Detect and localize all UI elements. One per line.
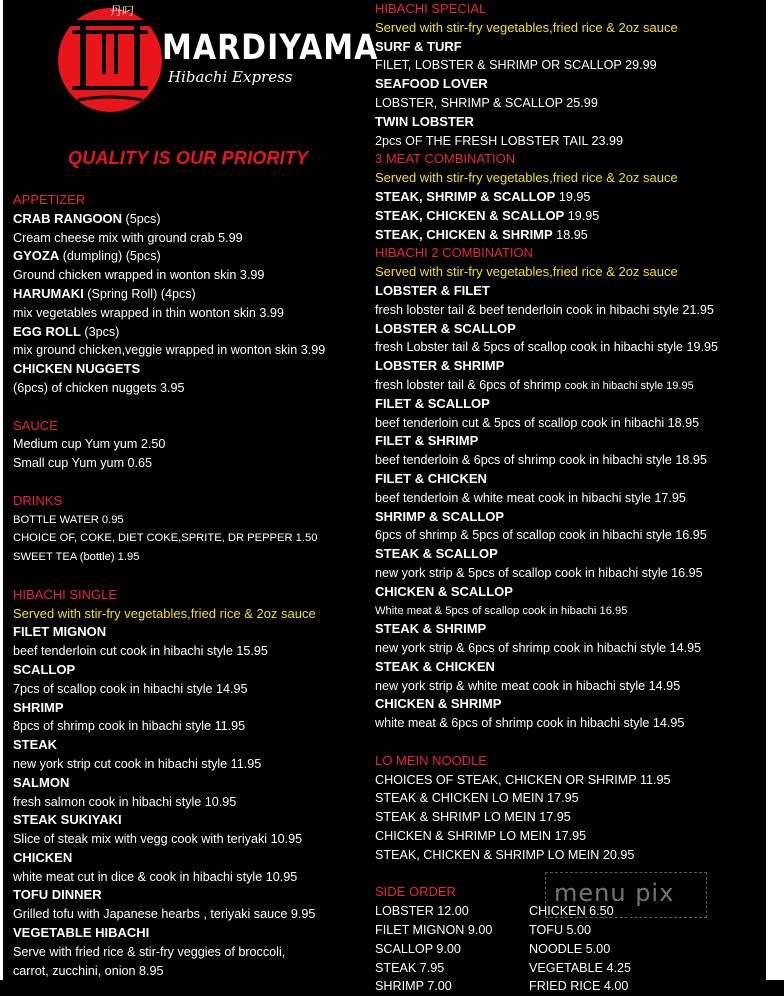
menu-item-harumaki bbox=[13, 285, 368, 304]
section-heading-lo-mein: LO MEIN NOODLE bbox=[375, 752, 487, 768]
item-name: CHICKEN & SHRIMP bbox=[375, 696, 502, 712]
item-description: 6pcs of shrimp & 5pcs of scallop cook in hibachi style 16.95 bbox=[375, 528, 707, 543]
item-name: GYOZA bbox=[13, 248, 60, 264]
item-name: LOBSTER & SCALLOP bbox=[375, 320, 516, 336]
item-name: STEAK, SHRIMP & SCALLOP bbox=[375, 188, 556, 204]
brand-kanji: 丹叼 bbox=[110, 4, 135, 18]
menu-item-crab-rangoon bbox=[13, 210, 368, 229]
item-name: STEAK & SHRIMP bbox=[375, 621, 487, 637]
item-name: HARUMAKI bbox=[13, 285, 84, 301]
spacer bbox=[13, 398, 368, 417]
side-order-row bbox=[375, 977, 765, 996]
item-description: Cream cheese mix with ground crab 5.99 bbox=[13, 230, 243, 245]
side-item-right: CHICKEN 6.50 bbox=[529, 904, 614, 919]
section-heading-side-order: SIDE ORDER bbox=[375, 884, 456, 900]
lo-mein-line: CHOICES OF STEAK, CHICKEN OR SHRIMP 11.95 bbox=[375, 772, 671, 787]
spacer bbox=[13, 567, 368, 586]
item-name: FILET & SHRIMP bbox=[375, 433, 479, 449]
left-column bbox=[13, 191, 368, 980]
watermark-text: menu pix bbox=[554, 879, 675, 907]
right-edge-border bbox=[766, 0, 784, 980]
side-item-left: STEAK 7.95 bbox=[375, 960, 445, 975]
spacer bbox=[13, 473, 368, 492]
menu-item-egg-roll bbox=[13, 323, 368, 342]
item-name: TWIN LOBSTER bbox=[375, 113, 474, 129]
menu-item-gyoza bbox=[13, 247, 368, 266]
item-description: White meat & 5pcs of scallop cook in hibachi 16.95 bbox=[375, 604, 628, 617]
item-description: beef tenderloin & 6pcs of shrimp cook in hibachi style 18.95 bbox=[375, 453, 707, 468]
item-name: STEAK bbox=[13, 737, 58, 753]
item-name: SALMON bbox=[13, 774, 70, 790]
side-item-right: VEGETABLE 4.25 bbox=[529, 960, 631, 975]
side-item-left: SHRIMP 7.00 bbox=[375, 979, 452, 994]
item-name: STEAK, CHICKEN & SHRIMP bbox=[375, 226, 553, 242]
drink-line: SWEET TEA (bottle) 1.95 bbox=[13, 551, 140, 564]
section-heading-hibachi-single: HIBACHI SINGLE bbox=[13, 586, 118, 602]
item-description: new york strip & 6pcs of shrimp cook in hibachi style 14.95 bbox=[375, 641, 702, 656]
item-name: VEGETABLE HIBACHI bbox=[13, 925, 150, 941]
left-edge-border bbox=[0, 0, 3, 980]
side-item-left: SCALLOP 9.00 bbox=[375, 941, 461, 956]
section-note: Served with stir-fry vegetables,fried rice & 2oz sauce bbox=[13, 605, 316, 621]
item-name: FILET & CHICKEN bbox=[375, 470, 487, 486]
item-description-continued: carrot, zucchini, onion 8.95 bbox=[13, 963, 164, 978]
item-description: beef tenderloin & white meat cook in hibachi style 17.95 bbox=[375, 490, 686, 505]
drink-line: BOTTLE WATER 0.95 bbox=[13, 513, 124, 526]
item-name: LOBSTER & FILET bbox=[375, 282, 490, 298]
item-name: STEAK & CHICKEN bbox=[375, 658, 495, 674]
item-name: CHICKEN bbox=[13, 849, 73, 865]
drink-line: CHOICE OF, COKE, DIET COKE,SPRITE, DR PEPPER 1.50 bbox=[13, 532, 318, 545]
item-price: 19.95 bbox=[555, 189, 591, 204]
item-description: Serve with fried rice & stir-fry veggies of broccoli, bbox=[13, 944, 286, 959]
item-description: mix ground chicken,veggie wrapped in wonton skin 3.99 bbox=[13, 343, 326, 358]
item-description: LOBSTER, SHRIMP & SCALLOP 25.99 bbox=[375, 95, 598, 110]
watermark bbox=[545, 872, 707, 918]
item-description: fresh salmon cook in hibachi style 10.95 bbox=[13, 794, 237, 809]
item-name: FILET MIGNON bbox=[13, 624, 107, 640]
item-description: (6pcs) of chicken nuggets 3.95 bbox=[13, 380, 185, 395]
section-heading-hibachi-2: HIBACHI 2 COMBINATION bbox=[375, 245, 533, 261]
lo-mein-line: STEAK & CHICKEN LO MEIN 17.95 bbox=[375, 791, 579, 806]
item-name: FILET & SCALLOP bbox=[375, 395, 490, 411]
item-name: CHICKEN & SCALLOP bbox=[375, 583, 513, 599]
item-name: SCALLOP bbox=[13, 661, 76, 677]
item-extra: (5pcs) bbox=[122, 211, 161, 226]
section-heading-appetizer: APPETIZER bbox=[13, 192, 86, 207]
item-extra: (dumpling) (5pcs) bbox=[59, 249, 161, 264]
item-price: 19.95 bbox=[564, 208, 600, 223]
item-extra: (Spring Roll) (4pcs) bbox=[83, 286, 196, 301]
desc-main: fresh lobster tail & 6pcs of shrimp bbox=[375, 377, 565, 392]
section-heading-sauce: SAUCE bbox=[13, 417, 58, 433]
section-heading-hibachi-special: HIBACHI SPECIAL bbox=[375, 1, 487, 16]
side-order-row bbox=[375, 959, 765, 978]
menu-item-combo bbox=[375, 226, 765, 245]
sauce-line: Small cup Yum yum 0.65 bbox=[13, 456, 153, 471]
item-description bbox=[375, 376, 765, 395]
item-description: 2pcs OF THE FRESH LOBSTER TAIL 23.99 bbox=[375, 133, 623, 148]
sauce-line: Medium cup Yum yum 2.50 bbox=[13, 437, 166, 452]
item-name: CRAB RANGOON bbox=[13, 210, 123, 226]
item-price: 18.95 bbox=[552, 227, 588, 242]
item-description: beef tenderloin cut cook in hibachi style 15.95 bbox=[13, 644, 268, 659]
side-item-left: FILET MIGNON 9.00 bbox=[375, 923, 493, 938]
section-note: Served with stir-fry vegetables,fried rice & 2oz sauce bbox=[375, 264, 678, 280]
side-item-right: TOFU 5.00 bbox=[529, 923, 592, 938]
item-description: new york strip & white meat cook in hibachi style 14.95 bbox=[375, 678, 681, 693]
item-description: FILET, LOBSTER & SHRIMP OR SCALLOP 29.99 bbox=[375, 58, 657, 73]
side-order-row bbox=[375, 940, 765, 959]
quality-slogan: QUALITY IS OUR PRIORITY bbox=[68, 148, 309, 168]
item-description: mix vegetables wrapped in thin wonton skin 3.99 bbox=[13, 305, 284, 320]
item-name: STEAK & SCALLOP bbox=[375, 546, 498, 562]
item-name: TOFU DINNER bbox=[13, 887, 102, 903]
item-description: Ground chicken wrapped in wonton skin 3.99 bbox=[13, 268, 265, 283]
item-name: SEAFOOD LOVER bbox=[375, 76, 488, 92]
item-name: EGG ROLL bbox=[13, 323, 81, 339]
side-item-right: NOODLE 5.00 bbox=[529, 941, 611, 956]
section-heading-drinks: DRINKS bbox=[13, 492, 63, 508]
desc-small: cook in hibachi style 19.95 bbox=[564, 379, 694, 392]
item-description: new york strip cut cook in hibachi style 11.95 bbox=[13, 756, 262, 771]
item-name: CHICKEN NUGGETS bbox=[13, 361, 141, 377]
brand-tagline: Hibachi Express bbox=[168, 68, 293, 86]
menu-item-chicken-nuggets bbox=[13, 360, 368, 379]
brand-name: MARDIYAMA bbox=[162, 28, 379, 69]
menu-item-combo bbox=[375, 207, 765, 226]
item-description: white meat & 6pcs of shrimp cook in hibachi style 14.95 bbox=[375, 716, 685, 731]
section-note: Served with stir-fry vegetables,fried rice & 2oz sauce bbox=[375, 170, 678, 186]
item-name: SHRIMP bbox=[13, 699, 64, 715]
item-name: SHRIMP & SCALLOP bbox=[375, 508, 505, 524]
side-order-row bbox=[375, 921, 765, 940]
item-description: fresh lobster tail & beef tenderloin cook in hibachi style 21.95 bbox=[375, 302, 714, 317]
item-description: Slice of steak mix with vegg cook with teriyaki 10.95 bbox=[13, 832, 303, 847]
section-heading-3-meat: 3 MEAT COMBINATION bbox=[375, 151, 516, 167]
lo-mein-line: CHICKEN & SHRIMP LO MEIN 17.95 bbox=[375, 829, 587, 844]
item-description: 8pcs of shrimp cook in hibachi style 11.95 bbox=[13, 719, 246, 734]
item-description: fresh Lobster tail & 5pcs of scallop cook in hibachi style 19.95 bbox=[375, 340, 719, 355]
item-name: LOBSTER & SHRIMP bbox=[375, 358, 505, 374]
brand-logo bbox=[58, 0, 379, 118]
item-description: Grilled tofu with Japanese hearbs , teriyaki sauce 9.95 bbox=[13, 907, 316, 922]
section-note: Served with stir-fry vegetables,fried rice & 2oz sauce bbox=[375, 19, 678, 35]
item-description: beef tenderloin cut & 5pcs of scallop cook in hibachi 18.95 bbox=[375, 415, 700, 430]
item-name: STEAK, CHICKEN & SCALLOP bbox=[375, 207, 565, 223]
item-description: new york strip & 5pcs of scallop cook in hibachi style 16.95 bbox=[375, 565, 703, 580]
side-item-left: LOBSTER 12.00 bbox=[375, 904, 469, 919]
side-item-right: FRIED RICE 4.00 bbox=[529, 979, 629, 994]
lo-mein-line: STEAK & SHRIMP LO MEIN 17.95 bbox=[375, 810, 571, 825]
item-description: 7pcs of scallop cook in hibachi style 14.95 bbox=[13, 681, 248, 696]
menu-item-combo bbox=[375, 188, 765, 207]
item-name: STEAK SUKIYAKI bbox=[13, 812, 122, 828]
lo-mein-line: STEAK, CHICKEN & SHRIMP LO MEIN 20.95 bbox=[375, 847, 635, 862]
spacer bbox=[375, 733, 765, 752]
item-name: SURF & TURF bbox=[375, 38, 462, 54]
item-description: white meat cut in dice & cook in hibachi style 10.95 bbox=[13, 869, 298, 884]
item-extra: (3pcs) bbox=[80, 324, 120, 339]
right-column bbox=[375, 0, 765, 996]
